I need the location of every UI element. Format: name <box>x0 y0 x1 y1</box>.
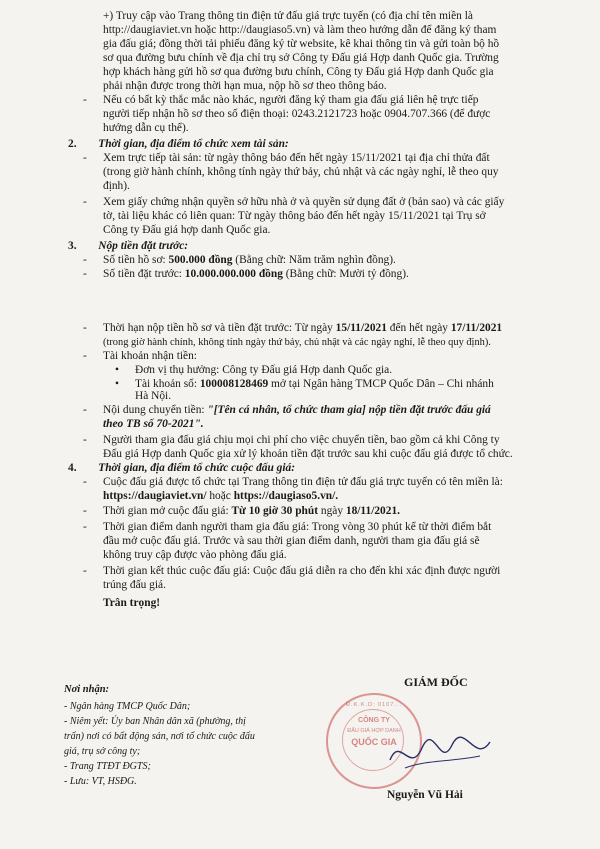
section-title: Thời gian, địa điểm tổ chức cuộc đấu giá: <box>98 462 296 474</box>
stamp-text: ĐẤU GIÁ HỢP DANH <box>347 728 401 734</box>
recipient-item: trấn) nơi có bất động sản, nơi tổ chức cuộc đấu <box>64 731 255 742</box>
text-line: Công ty Đấu giá hợp danh Quốc gia. <box>103 224 271 236</box>
text-line: hướng dẫn cụ thể). <box>103 122 189 134</box>
account-heading: Tài khoản nhận tiền: <box>103 350 197 362</box>
open-date: 18/11/2021. <box>345 505 400 517</box>
section-number: 3. <box>68 240 77 252</box>
bullet-dot: • <box>115 364 119 376</box>
url-link[interactable]: https://daugiaso5.vn/. <box>233 490 339 502</box>
bullet-dot: • <box>115 378 119 390</box>
dash-bullet: - <box>83 521 87 533</box>
text-line: Hà Nội. <box>135 390 172 402</box>
text-line: (trong giờ hành chính, không tính ngày thứ bảy, chủ nhật và các ngày nghỉ, lễ theo quy định). <box>103 337 491 348</box>
signature-title: GIÁM ĐỐC <box>404 675 468 689</box>
text-line: không truy cập được vào phòng đấu giá. <box>103 549 287 561</box>
beneficiary: Đơn vị thụ hưởng: Công ty Đấu giá Hợp danh Quốc gia. <box>135 364 393 376</box>
recipients-heading: Nơi nhận: <box>64 684 110 695</box>
dash-bullet: - <box>83 476 87 488</box>
text-line: phải nhận được trong thời hạn mua, nộp hồ sơ theo thông báo. <box>103 80 387 92</box>
dash-bullet: - <box>83 254 87 266</box>
dash-bullet: - <box>83 350 87 362</box>
deposit-line <box>103 268 409 281</box>
label: Tài khoản số: <box>135 378 200 390</box>
section-3-heading <box>68 240 188 253</box>
text-line: http://daugiaviet.vn hoặc http://daugiaso5.vn) và làm theo hướng dẫn để đăng ký tham <box>103 24 497 36</box>
section-title: Thời gian, địa điểm tổ chức xem tài sản: <box>98 138 289 150</box>
text-line: Thời gian kết thúc cuộc đấu giá: Cuộc đấu giá diễn ra cho đến khi xác định được người <box>103 565 501 577</box>
text-line: Xem giấy chứng nhận quyền sở hữu nhà ở và quyền sử dụng đất ở (bản sao) và các giấy <box>103 196 505 208</box>
text-line: Xem trực tiếp tài sản: từ ngày thông báo đến hết ngày 15/11/2021 tại địa chỉ thửa đất <box>103 152 490 164</box>
date-from: 15/11/2021 <box>335 322 387 334</box>
dash-bullet: - <box>83 565 87 577</box>
dash-bullet: - <box>83 94 87 106</box>
text-line: định). <box>103 180 130 192</box>
text-line: Người tham gia đấu giá chịu mọi chi phí cho việc chuyển tiền, bao gồm cả khi Công ty <box>103 434 500 446</box>
text-line: Cuộc đấu giá được tổ chức tại Trang thông tin điện tử đấu giá trực tuyến có tên miền là: <box>103 476 503 488</box>
account-line <box>135 378 494 391</box>
stamp-text: CÔNG TY <box>358 717 390 724</box>
recipient-item: - Lưu: VT, HSĐG. <box>64 776 137 787</box>
text-line: tờ, tài liệu khác có liên quan: Từ ngày thông báo đến hết ngày 15/11/2021 tại Trụ sở <box>103 210 486 222</box>
amount: 10.000.000.000 đồng <box>184 268 283 280</box>
label: Nội dung chuyển tiền: <box>103 404 208 416</box>
recipient-item: - Ngân hàng TMCP Quốc Dân; <box>64 701 191 712</box>
deadline-line <box>103 322 502 335</box>
text: hoặc <box>206 490 234 502</box>
label: Số tiền đặt trước: <box>103 268 185 280</box>
recipient-item: - Niêm yết: Ủy ban Nhân dân xã (phường, thị <box>64 716 246 727</box>
label: Thời gian mở cuộc đấu giá: <box>103 505 232 517</box>
account-number: 100008128469 <box>199 378 269 390</box>
text-line: (trong giờ hành chính, không tính ngày thứ bảy, chủ nhật và các ngày nghỉ, lễ theo quy <box>103 166 499 178</box>
stamp-ring-text: Đ.K.K.D: 0107... <box>346 702 402 708</box>
text-line: theo TB số 70-2021". <box>103 418 204 430</box>
note: (Bằng chữ: Mười tỷ đồng). <box>282 268 409 280</box>
stamp-text: QUỐC GIA <box>351 737 397 747</box>
dash-bullet: - <box>83 434 87 446</box>
text: ngày <box>318 505 346 517</box>
transfer-content: "[Tên cá nhân, tổ chức tham gia] nộp tiền đặt trước đấu giá <box>207 404 491 416</box>
handwritten-signature <box>380 730 500 780</box>
text-line: Thời gian điểm danh người tham gia đấu giá: Trong vòng 30 phút kể từ thời điểm bắt <box>103 521 492 533</box>
text-line: người tiếp nhận hồ sơ theo số điện thoại: 0243.2121723 hoặc 0904.707.366 (để được <box>103 108 491 120</box>
date-to: 17/11/2021 <box>450 322 503 334</box>
amount: 500.000 đồng <box>168 254 233 266</box>
text-line: trúng đấu giá. <box>103 579 166 591</box>
dash-bullet: - <box>83 152 87 164</box>
signer-name: Nguyễn Vũ Hải <box>387 789 463 801</box>
profile-fee-line <box>103 254 396 267</box>
bank: mở tại Ngân hàng TMCP Quốc Dân – Chi nhánh <box>268 378 494 390</box>
dash-bullet: - <box>83 196 87 208</box>
dash-bullet: - <box>83 322 87 334</box>
url-link[interactable]: https://daugiaviet.vn/ <box>103 490 207 502</box>
text-line: sơ qua đường bưu chính về địa chỉ trụ sở Công ty Đấu giá Hợp danh Quốc gia. Trường <box>103 52 499 64</box>
auction-urls <box>103 490 338 503</box>
auction-open-line <box>103 505 400 518</box>
open-time: Từ 10 giờ 30 phút <box>231 505 319 517</box>
section-title: Nộp tiền đặt trước: <box>98 240 189 252</box>
note: (Bằng chữ: Năm trăm nghìn đồng). <box>232 254 396 266</box>
recipient-item: - Trang TTĐT ĐGTS; <box>64 761 151 772</box>
dash-bullet: - <box>83 404 87 416</box>
section-4-heading <box>68 462 295 475</box>
text-line: hợp khách hàng gửi hồ sơ qua đường bưu chính, Công ty Đấu giá Hợp danh Quốc gia <box>103 66 494 78</box>
recipient-item: giá, trụ sở công ty; <box>64 746 141 757</box>
section-number: 2. <box>68 138 77 150</box>
text-line: +) Truy cập vào Trang thông tin điện tử đấu giá trực tuyến (có địa chỉ tên miền là <box>103 10 473 22</box>
text-line: Nếu có bất kỳ thắc mắc nào khác, người đăng ký tham gia đấu giá liên hệ trực tiếp <box>103 94 479 106</box>
text-line: đầu mở cuộc đấu giá. Trước và sau thời gian điểm danh, người tham gia đấu giá sẽ <box>103 535 480 547</box>
dash-bullet: - <box>83 268 87 280</box>
label: Số tiền hồ sơ: <box>103 254 169 266</box>
section-2-heading <box>68 138 289 151</box>
text: đến hết ngày <box>386 322 451 334</box>
dash-bullet: - <box>83 505 87 517</box>
text-line: gia đấu giá; đồng thời tải phiếu đăng ký từ website, kê khai thông tin và gửi toàn bộ hồ <box>103 38 500 50</box>
closing-text: Trân trọng! <box>103 597 161 609</box>
text-line: Đấu giá Hợp danh Quốc gia xử lý khoản tiền đặt trước sau khi cuộc đấu giá được tổ chức. <box>103 448 513 460</box>
label: Thời hạn nộp tiền hồ sơ và tiền đặt trước: Từ ngày <box>103 322 336 334</box>
section-number: 4. <box>68 462 77 474</box>
transfer-line <box>103 404 491 417</box>
